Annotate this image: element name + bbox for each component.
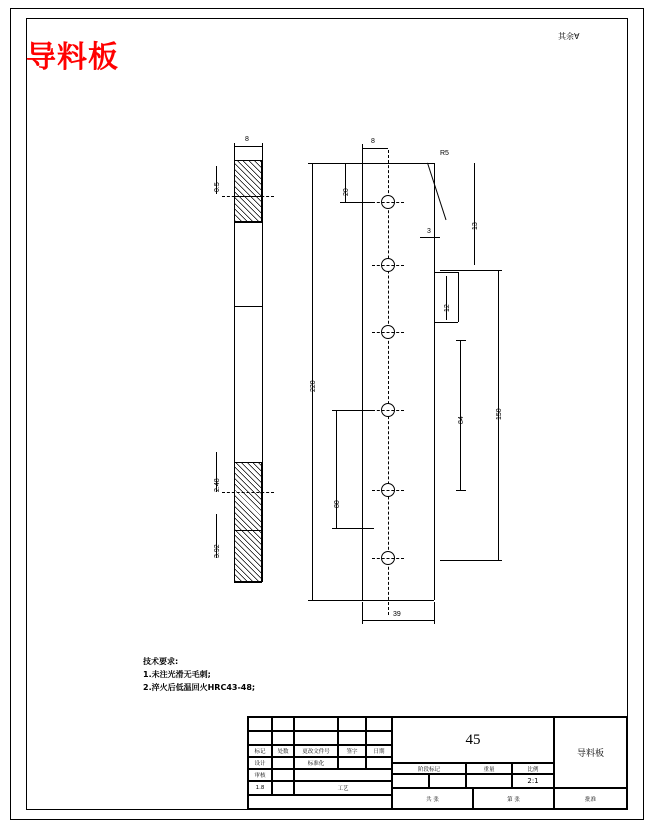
title-block <box>247 716 628 810</box>
tb-col3-r1 <box>294 717 338 731</box>
hole-4-center <box>372 410 404 411</box>
side-view-hatch-bottom <box>234 462 262 582</box>
tb-col5-r2 <box>366 731 392 745</box>
side-view-center-b <box>222 492 274 493</box>
dim-150-ext-bot <box>440 560 502 561</box>
dim-39-label: 39 <box>393 611 401 618</box>
front-view-step-right <box>458 272 459 322</box>
dim-220-label: 220 <box>310 380 317 392</box>
tb-label-pizhun: 批准 <box>554 788 627 809</box>
surface-finish-symbol: ∀ <box>574 32 580 41</box>
dim-20-line <box>345 163 346 202</box>
dim-13-line <box>474 163 475 265</box>
top-dim-ext-l <box>362 144 363 164</box>
front-view-top-edge <box>362 163 434 164</box>
side-view-dim-392-label: 3.92 <box>214 544 221 558</box>
tb-part-name: 导料板 <box>554 717 627 788</box>
tb-label-chushu: 处数 <box>272 745 294 757</box>
tb-label-gengai: 更改文件号 <box>294 745 338 757</box>
tb-label-zhongliang: 重量 <box>466 763 512 774</box>
front-view-step-left <box>434 272 435 322</box>
dim-39-ext-l <box>362 602 363 624</box>
dim-80-line <box>336 410 337 528</box>
dim-80-ext-bot <box>332 528 374 529</box>
tb-sheet-number: 第 张 <box>473 788 554 809</box>
tb-label-riqi: 日期 <box>366 745 392 757</box>
side-view-line-d <box>234 462 262 463</box>
surface-finish-note <box>558 31 579 42</box>
side-view-ext-left <box>234 143 235 161</box>
dim-80-label: 80 <box>334 500 341 508</box>
tb-biaozhunhua-value <box>338 757 366 769</box>
hole-2-center <box>372 265 404 266</box>
dim-220-ext-bot <box>308 600 362 601</box>
tb-biaozhunhua-date <box>366 757 392 769</box>
tb-bottom-left-blank <box>248 795 392 809</box>
tb-material: 45 <box>392 717 554 763</box>
front-view-center-line <box>388 150 389 615</box>
technical-requirements-heading: 技术要求: <box>143 657 179 666</box>
side-view-ext-right <box>262 143 263 161</box>
side-view-dim-05-label: 0.5 <box>214 182 221 192</box>
side-view-thickness-dimline <box>234 146 262 147</box>
tb-label-biaoji: 标记 <box>248 745 272 757</box>
dim-80-ext-top <box>332 410 374 411</box>
hole-3-center <box>372 332 404 333</box>
tb-ratio-cell: 1.8 <box>248 781 272 795</box>
dim-150-label: 150 <box>496 408 503 420</box>
side-view-dim-248-label: 2.48 <box>214 478 221 492</box>
page-title: 导料板 <box>26 40 119 75</box>
tb-label-gongyi: 工艺 <box>294 781 392 795</box>
dim-150-ext-top <box>440 270 502 271</box>
tb-ratio-blank <box>272 781 294 795</box>
dim-3-label: 3 <box>427 228 431 235</box>
surface-finish-label: 其余 <box>558 32 574 41</box>
hole-6-center <box>372 558 404 559</box>
hole-5-center <box>372 490 404 491</box>
side-view-center-a <box>222 196 274 197</box>
tb-jieduan-a <box>392 774 429 788</box>
technical-requirements-line-2: 2.淬火后低温回火HRC43-48; <box>143 683 256 692</box>
dim-84-line <box>460 340 461 490</box>
tb-zhongliang-value <box>466 774 512 788</box>
corner-radius-label: R5 <box>440 150 449 157</box>
front-view-bottom-edge <box>362 600 434 601</box>
tb-label-jieduan: 阶段标记 <box>392 763 466 774</box>
tb-scale-value: 2:1 <box>512 774 554 788</box>
tb-shenhe-blank <box>294 769 392 781</box>
front-view-right-edge <box>434 163 435 600</box>
tb-col4-r2 <box>338 731 366 745</box>
tb-col1-r1 <box>248 717 272 731</box>
side-view-thickness-label: 8 <box>245 136 249 143</box>
tb-jieduan-b <box>429 774 466 788</box>
side-view-hatch-top <box>234 160 262 222</box>
hole-1-center <box>372 202 404 203</box>
dim-12-label: 12 <box>444 304 451 312</box>
side-view-line-b <box>234 222 262 223</box>
technical-requirements-line-1: 1.未注光滑无毛刺; <box>143 670 211 679</box>
dim-84-ext-top <box>456 340 466 341</box>
tb-col2-r2 <box>272 731 294 745</box>
dim-20-ext-bot <box>340 202 374 203</box>
tb-col2-r1 <box>272 717 294 731</box>
dim-3-ext <box>434 232 435 274</box>
dim-84-label: 84 <box>458 416 465 424</box>
tb-col1-r2 <box>248 731 272 745</box>
top-dim-line <box>362 148 388 149</box>
side-view-bottom-edge <box>234 582 262 583</box>
tb-sheet-total: 共 张 <box>392 788 473 809</box>
tb-label-qianzi: 签字 <box>338 745 366 757</box>
front-view-step-top <box>434 272 458 273</box>
tb-col5-r1 <box>366 717 392 731</box>
tb-label-sheji: 设计 <box>248 757 272 769</box>
dim-3-line <box>420 237 440 238</box>
top-dim-label: 8 <box>371 138 375 145</box>
tb-shenhe-value <box>272 769 294 781</box>
dim-39-line <box>362 620 434 621</box>
sheet-border-inner <box>26 18 628 810</box>
side-view-line-e <box>234 530 262 531</box>
dim-12-line <box>446 276 447 320</box>
front-view-left-edge <box>362 163 363 600</box>
tb-label-shenhe: 审核 <box>248 769 272 781</box>
front-view-step-bottom <box>434 322 458 323</box>
dim-20-label: 20 <box>343 188 350 196</box>
dim-39-ext-r <box>434 602 435 624</box>
dim-84-ext-bot <box>456 490 466 491</box>
side-view-right-edge <box>262 160 263 582</box>
tb-col4-r1 <box>338 717 366 731</box>
dim-220-ext-top <box>308 163 362 164</box>
tb-sheji-value <box>272 757 294 769</box>
tb-label-biaozhunhua: 标准化 <box>294 757 338 769</box>
tb-label-bili: 比例 <box>512 763 554 774</box>
side-view-line-c <box>234 306 262 307</box>
technical-requirements <box>143 655 255 694</box>
tb-col3-r2 <box>294 731 338 745</box>
dim-13-label: 13 <box>472 222 479 230</box>
